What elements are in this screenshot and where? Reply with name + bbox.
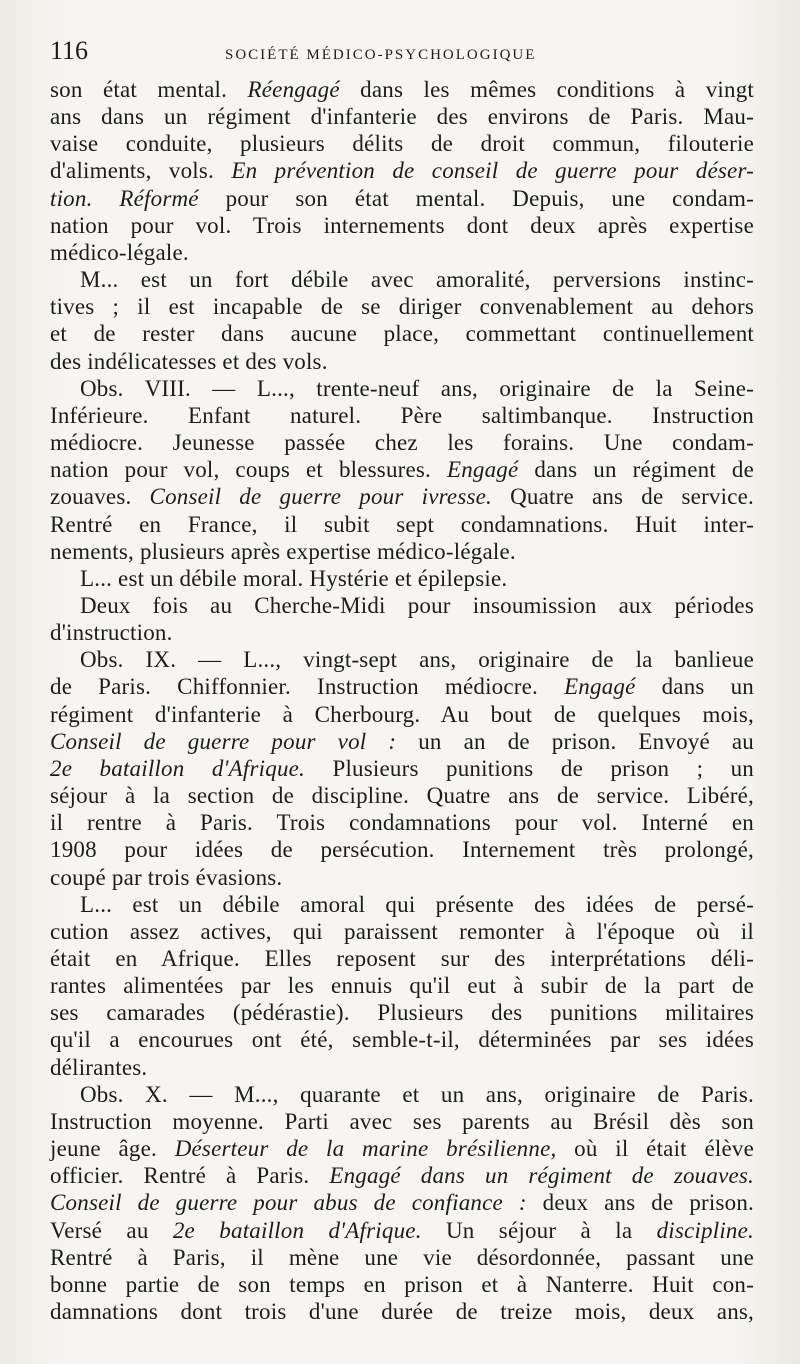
text-segment: où il était élève: [556, 1136, 754, 1162]
text-segment: ses camarades (pédérastie). Plusieurs des punitions militaires: [50, 1000, 754, 1026]
text-segment: pour son état mental. Depuis, une condam-: [198, 185, 754, 211]
text-segment: Versé au: [50, 1217, 173, 1243]
text-line: [50, 945, 754, 972]
text-line: [50, 1271, 754, 1298]
italic-text: Réengagé: [247, 77, 340, 102]
text-line: [50, 456, 754, 483]
text-line: [50, 239, 754, 266]
text-line: [50, 320, 754, 347]
text-segment: son état mental.: [50, 77, 248, 102]
text-line: [50, 429, 754, 456]
text-line: [50, 701, 754, 728]
text-segment: officier. Rentré à Paris.: [50, 1163, 330, 1189]
text-segment: séjour à la section de discipline. Quatre ans de service. Libéré,: [50, 783, 754, 809]
text-segment: un an de prison. Envoyé au: [396, 728, 754, 754]
italic-text: Engagé: [564, 674, 636, 700]
text-line: [50, 538, 754, 565]
text-segment: vaise conduite, plusieurs délits de droit commun, filouterie: [50, 131, 754, 157]
text-segment: Obs. VIII. — L..., trente-neuf ans, originaire de la Seine-: [80, 375, 754, 401]
text-segment: des indélicatesses et des vols.: [50, 348, 328, 374]
italic-text: Engagé dans un régiment de zouaves.: [329, 1163, 754, 1189]
text-line: [50, 1189, 754, 1216]
text-segment: Deux fois au Cherche-Midi pour insoumission aux périodes: [80, 592, 754, 618]
italic-text: Conseil de guerre pour ivresse.: [149, 484, 492, 510]
text-line: [50, 592, 754, 619]
text-segment: cution assez actives, qui paraissent remonter à l'époque où il: [50, 918, 754, 944]
text-line: [50, 918, 754, 945]
text-segment: ans dans un régiment d'infanterie des environs de Paris. Mau-: [50, 104, 754, 130]
text-segment: médiocre. Jeunesse passée chez les forains. Une condam-: [50, 430, 754, 456]
italic-text: tion. Réformé: [50, 185, 199, 211]
italic-text: Conseil de guerre pour vol :: [50, 728, 397, 754]
italic-text: En prévention de conseil de guerre pour déser-: [231, 158, 755, 184]
text-segment: rantes alimentées par les ennuis qu'il eut à subir de la part de: [50, 973, 754, 999]
text-line: [50, 619, 754, 646]
text-line: [50, 1108, 754, 1135]
text-segment: L... est un débile amoral qui présente des idées de persé-: [80, 891, 754, 917]
page-header: [50, 36, 754, 76]
text-segment: Instruction moyenne. Parti avec ses parents au Brésil dès son: [50, 1108, 754, 1134]
text-line: [50, 157, 754, 184]
text-segment: Obs. IX. — L..., vingt-sept ans, originaire de la banlieue: [80, 647, 754, 673]
italic-text: 2e bataillon d'Afrique.: [50, 755, 306, 781]
text-segment: qu'il a encourues ont été, semble-t-il, déterminées par ses idées: [50, 1027, 754, 1053]
text-line: [50, 348, 754, 375]
text-segment: nements, plusieurs après expertise médico-légale.: [50, 538, 516, 564]
italic-text: discipline.: [656, 1217, 754, 1243]
text-line: [50, 76, 754, 103]
text-segment: médico-légale.: [50, 239, 189, 265]
text-segment: deux ans de prison.: [526, 1190, 755, 1216]
text-line: [50, 1081, 754, 1108]
text-segment: de Paris. Chiffonnier. Instruction médiocre.: [50, 674, 565, 700]
text-segment: jeune âge.: [50, 1136, 175, 1162]
text-line: [50, 402, 754, 429]
text-segment: dans un: [635, 674, 754, 700]
text-line: [50, 483, 754, 510]
text-line: [50, 999, 754, 1026]
text-segment: damnations dont trois d'une durée de treize mois, deux ans,: [50, 1299, 754, 1325]
text-segment: tives ; il est incapable de se diriger convenablement au dehors: [50, 294, 754, 320]
text-line: [50, 103, 754, 130]
text-line: [50, 673, 754, 700]
text-segment: d'aliments, vols.: [50, 158, 232, 184]
text-line: [50, 809, 754, 836]
text-segment: Plusieurs punitions de prison ; un: [305, 755, 755, 781]
text-segment: bonne partie de son temps en prison et à Nanterre. Huit con-: [50, 1271, 754, 1297]
text-line: [50, 1162, 754, 1189]
text-line: [50, 266, 754, 293]
italic-text: 2e bataillon d'Afrique.: [172, 1217, 422, 1243]
text-segment: dans les mêmes conditions à vingt: [339, 77, 754, 102]
text-line: [50, 646, 754, 673]
text-segment: nation pour vol, coups et blessures.: [50, 457, 447, 483]
italic-text: Déserteur de la marine brésilienne,: [174, 1136, 557, 1162]
text-segment: Rentré en France, il subit sept condamnations. Huit inter-: [50, 511, 754, 537]
text-segment: régiment d'infanterie à Cherbourg. Au bout de quelques mois,: [50, 701, 754, 727]
text-line: [50, 565, 754, 592]
text-line: [50, 1217, 754, 1244]
text-line: [50, 782, 754, 809]
text-line: [50, 293, 754, 320]
text-segment: 1908 pour idées de persécution. Internement très prolongé,: [50, 837, 754, 863]
text-segment: d'instruction.: [50, 620, 173, 646]
text-segment: zouaves.: [50, 484, 150, 510]
text-line: [50, 1026, 754, 1053]
text-segment: Obs. X. — M..., quarante et un ans, originaire de Paris.: [80, 1081, 754, 1107]
text-segment: il rentre à Paris. Trois condamnations pour vol. Interné en: [50, 810, 754, 836]
text-segment: et de rester dans aucune place, commettant continuellement: [50, 321, 754, 347]
text-line: [50, 891, 754, 918]
text-segment: dans un régiment de: [518, 457, 754, 483]
text-line: [50, 836, 754, 863]
text-segment: Rentré à Paris, il mène une vie désordonnée, passant une: [50, 1244, 754, 1270]
text-line: [50, 185, 754, 212]
text-line: [50, 1054, 754, 1081]
text-line: [50, 1244, 754, 1271]
text-segment: Inférieure. Enfant naturel. Père saltimbanque. Instruction: [50, 402, 754, 428]
text-line: [50, 130, 754, 157]
body-text: [50, 76, 754, 1325]
running-title: SOCIÉTÉ MÉDICO-PSYCHOLOGIQUE: [225, 47, 537, 63]
italic-text: Engagé: [446, 457, 519, 483]
text-segment: coupé par trois évasions.: [50, 864, 283, 890]
text-line: [50, 755, 754, 782]
text-line: [50, 1135, 754, 1162]
text-segment: M... est un fort débile avec amoralité, perversions instinc-: [80, 267, 754, 293]
text-segment: était en Afrique. Elles reposent sur des interprétations déli-: [50, 946, 754, 971]
text-segment: L... est un débile moral. Hystérie et épilepsie.: [80, 565, 508, 591]
text-segment: Quatre ans de service.: [491, 484, 754, 510]
text-line: [50, 375, 754, 402]
text-line: [50, 728, 754, 755]
text-segment: Un séjour à la: [421, 1217, 657, 1243]
text-segment: délirantes.: [50, 1054, 148, 1080]
text-line: [50, 972, 754, 999]
text-line: [50, 212, 754, 239]
text-line: [50, 511, 754, 538]
text-segment: nation pour vol. Trois internements dont deux après expertise: [50, 212, 754, 238]
text-line: [50, 1298, 754, 1325]
text-line: [50, 864, 754, 891]
italic-text: Conseil de guerre pour abus de confiance :: [50, 1190, 527, 1216]
page-number: 116: [50, 36, 89, 65]
